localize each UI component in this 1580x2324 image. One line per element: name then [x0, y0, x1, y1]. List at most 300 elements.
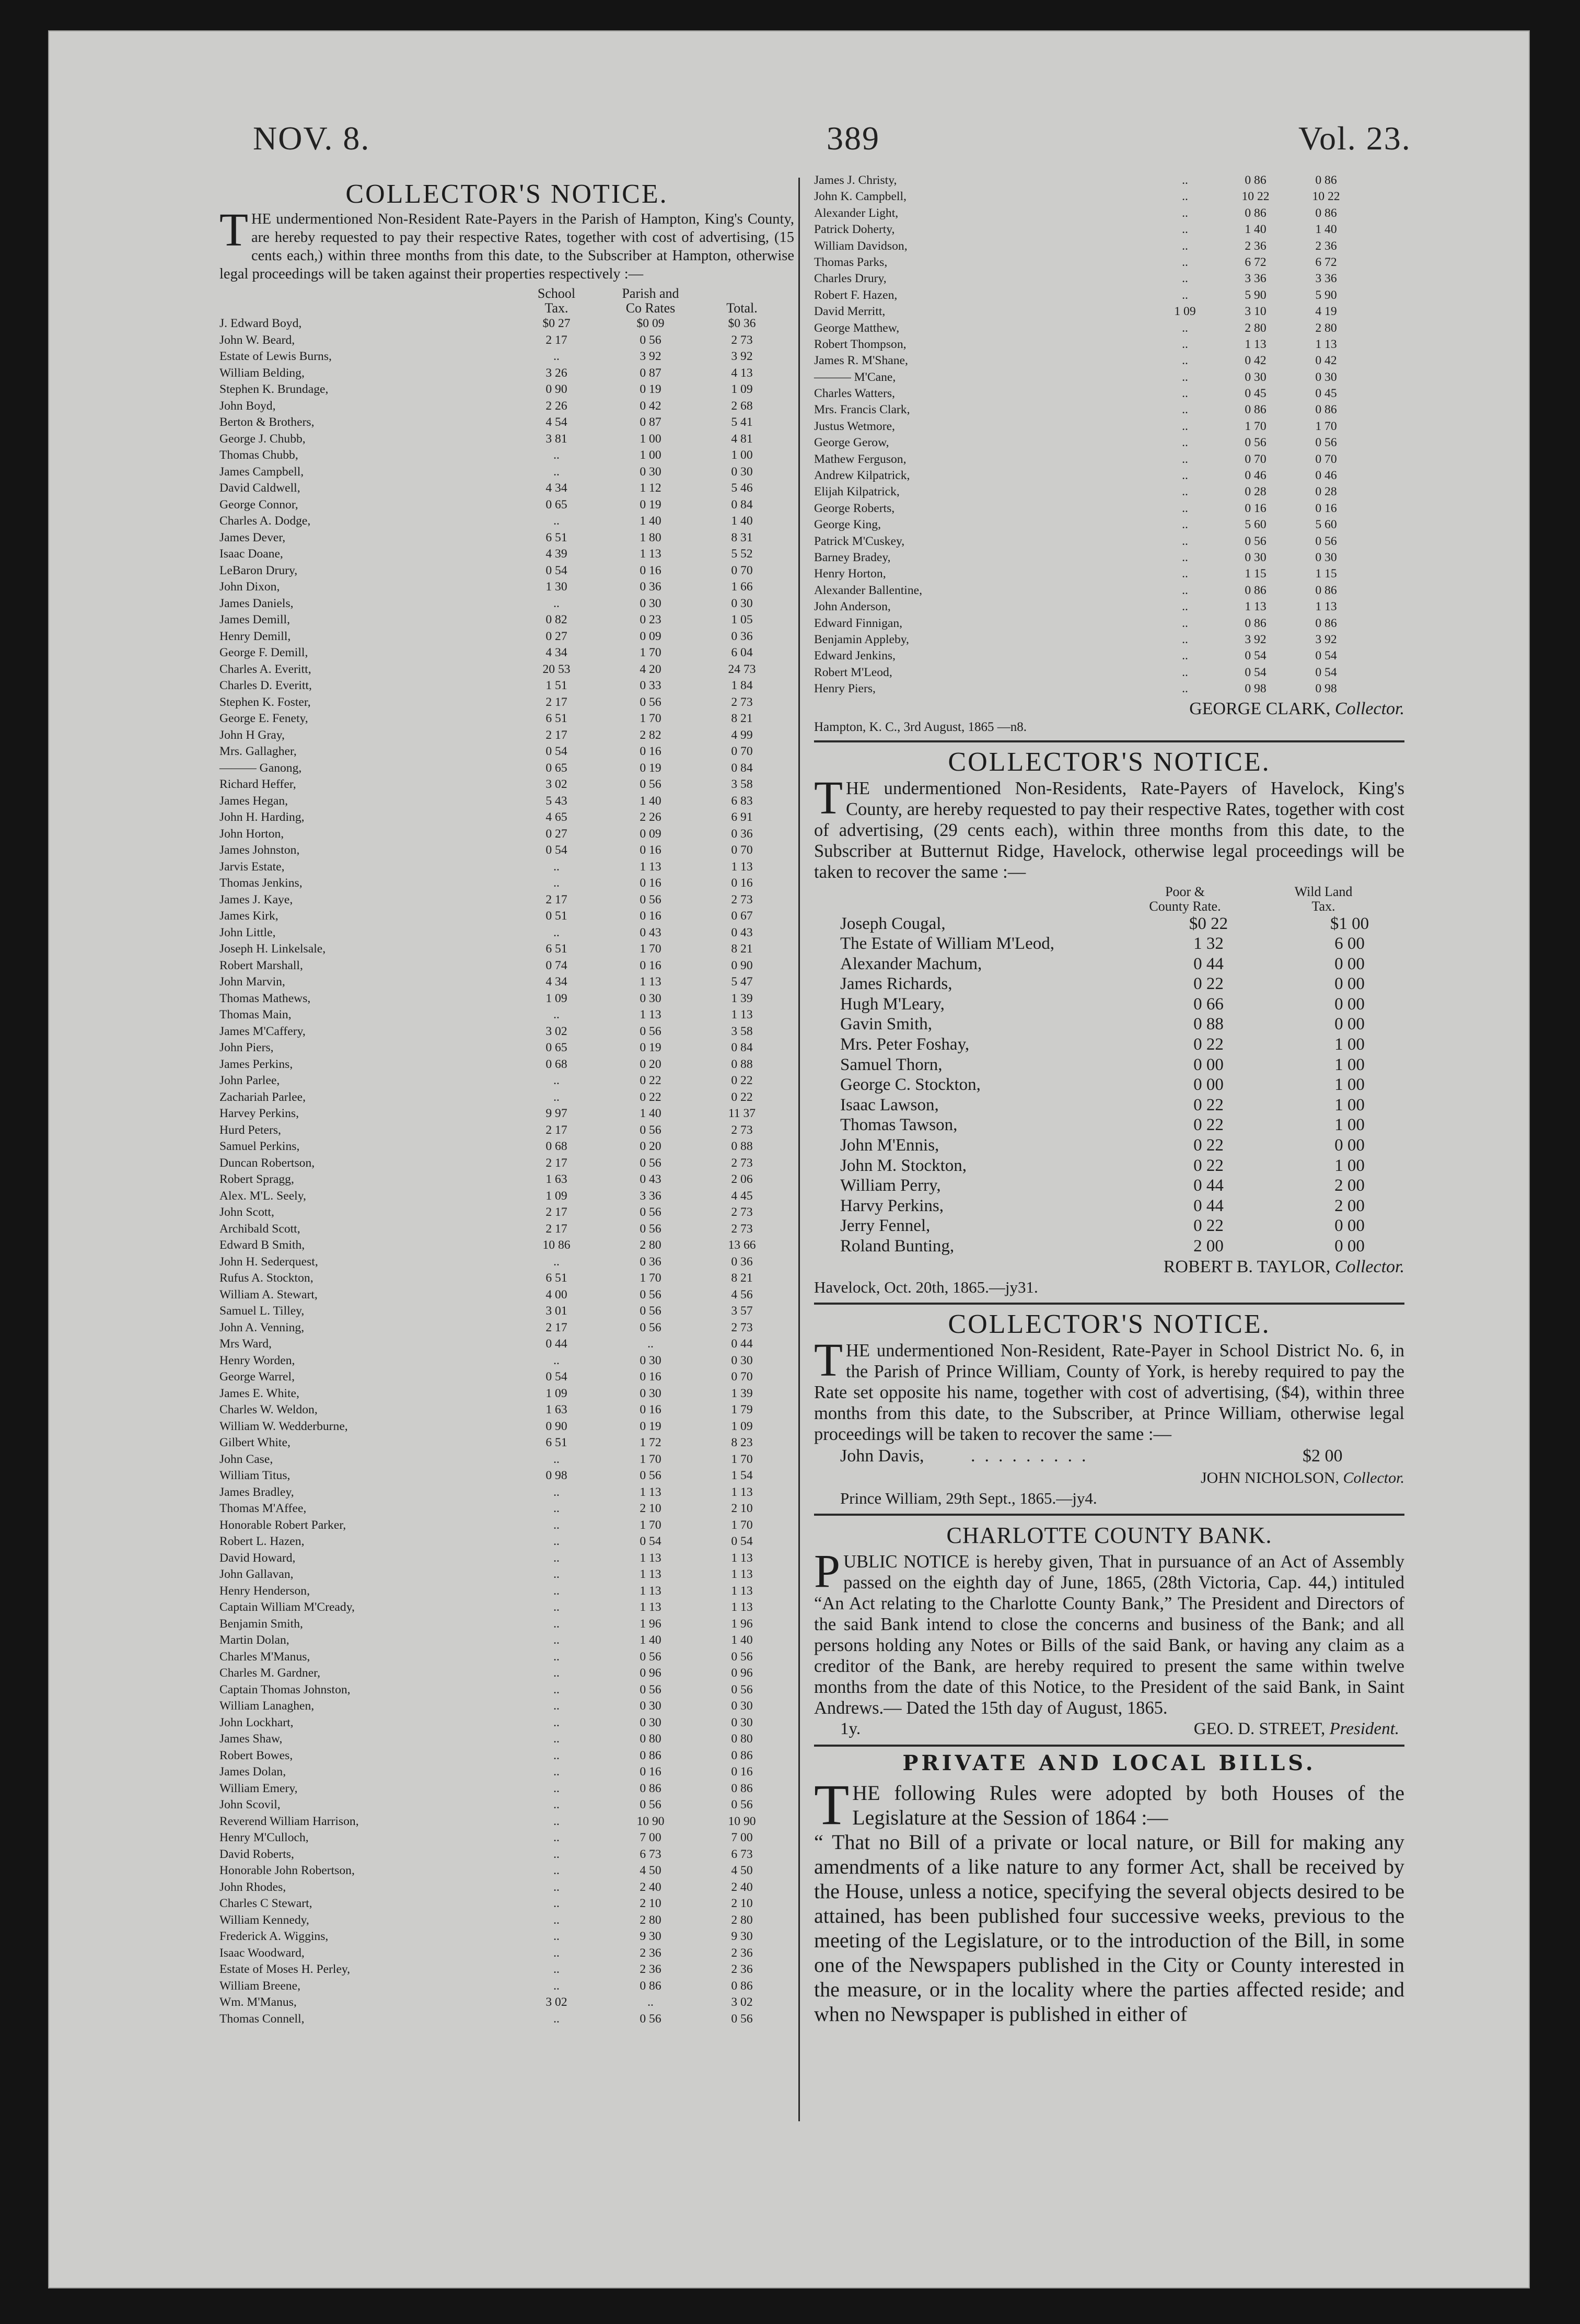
table-row — [814, 665, 1404, 681]
amount-cell: 2 73 — [731, 333, 753, 347]
table-row — [814, 468, 1404, 484]
table-row — [219, 1715, 794, 1732]
amount-cell: 1 80 — [640, 530, 661, 544]
table-row — [219, 447, 794, 464]
ratepayer-name: James Johnston, — [219, 843, 300, 857]
table-row — [219, 1270, 794, 1287]
ratepayer-name: Samuel Thorn, — [840, 1055, 943, 1074]
amount-cell: 8 23 — [731, 1436, 753, 1449]
amount-cell: 1 12 — [640, 481, 661, 495]
amount-cell: 0 30 — [731, 1715, 753, 1729]
table-row — [219, 1863, 794, 1879]
leader-dots: .. — [1182, 469, 1188, 483]
amount-cell: 2 17 — [545, 333, 567, 347]
amount-cell: 0 56 — [731, 1649, 753, 1664]
amount-cell: 0 56 — [640, 892, 661, 907]
amount-cell: 2 17 — [545, 1123, 567, 1137]
table-row — [219, 513, 794, 530]
col-parish-rates: Parish and Co Rates — [622, 286, 679, 316]
ratepayer-name: William W. Wedderburne, — [219, 1419, 348, 1433]
table-row — [840, 1135, 1404, 1156]
leader-dots: .. — [1182, 370, 1188, 384]
table-row — [814, 632, 1404, 648]
ratepayer-name: John W. Beard, — [219, 333, 295, 347]
table-row — [219, 1797, 794, 1814]
amount-cell: 1 09 — [545, 1386, 567, 1400]
amount-cell: 2 36 — [731, 1962, 753, 1976]
amount-cell: 4 50 — [640, 1864, 661, 1877]
table-row — [840, 1035, 1404, 1055]
amount-cell: 0 87 — [640, 415, 661, 429]
table-row — [219, 793, 794, 810]
leader-dots: .. — [1182, 665, 1188, 679]
amount-cell: 1 13 — [731, 1551, 753, 1565]
ratepayer-name: John Horton, — [219, 827, 284, 841]
amount-cell: 7 00 — [731, 1831, 753, 1844]
amount-cell: 8 21 — [731, 942, 753, 956]
amount-cell: 0 00 — [1334, 1237, 1365, 1256]
ratepayer-name: Andrew Kilpatrick, — [814, 469, 910, 483]
ratepayer-name: Mrs. Peter Foshay, — [840, 1035, 970, 1054]
amount-cell: 0 16 — [1315, 501, 1337, 515]
amount-cell: .. — [553, 925, 560, 939]
amount-cell: 6 72 — [1315, 255, 1337, 269]
amount-cell: 3 36 — [640, 1189, 661, 1203]
amount-cell: 1 05 — [731, 613, 753, 626]
leader-dots: .. — [1182, 272, 1188, 286]
amount-cell: 0 90 — [545, 1419, 567, 1433]
amount-cell: 1 13 — [731, 859, 753, 874]
havelock-dateline: Havelock, Oct. 20th, 1865.—jy31. — [814, 1277, 1038, 1296]
table-row — [219, 1517, 794, 1534]
table-row — [840, 1055, 1404, 1075]
ratepayer-name: George Matthew, — [814, 321, 900, 335]
notice-intro — [219, 204, 794, 283]
table-row — [219, 743, 794, 760]
entry-name: John Davis, — [840, 1446, 924, 1466]
ratepayer-name: Harvy Perkins, — [840, 1196, 944, 1215]
amount-cell: 0 44 — [1193, 954, 1224, 973]
bank-signature — [814, 1718, 1404, 1739]
amount-cell: 0 56 — [640, 1798, 661, 1811]
amount-cell: 1 13 — [731, 1600, 753, 1614]
amount-cell: 1 13 — [1245, 600, 1267, 614]
amount-cell: 0 98 — [1315, 682, 1337, 696]
amount-cell: 10 90 — [636, 1814, 665, 1828]
ratepayer-name: Hurd Peters, — [219, 1123, 281, 1137]
amount-cell: 6 51 — [545, 942, 567, 956]
ratepayer-name: Alexander Ballentine, — [814, 583, 923, 597]
amount-cell: .. — [553, 1831, 560, 1844]
table-row — [219, 1073, 794, 1089]
amount-cell: 6 91 — [731, 810, 753, 824]
ratepayer-name: John Lockhart, — [219, 1715, 294, 1729]
table-row — [219, 1484, 794, 1501]
ratepayer-name: Mrs. Francis Clark, — [814, 403, 910, 417]
leader-dots: .. — [1182, 206, 1188, 220]
drop-cap: T — [219, 204, 248, 256]
col-wild-land-tax: Wild Land Tax. — [1294, 884, 1353, 914]
amount-cell: .. — [553, 1930, 560, 1943]
amount-cell: 2 17 — [545, 728, 567, 742]
amount-cell: 0 68 — [545, 1057, 567, 1071]
entry-amount: $2 00 — [1303, 1446, 1343, 1466]
amount-cell: 4 20 — [640, 662, 661, 676]
leader-dots: .. — [1182, 452, 1188, 466]
amount-cell: .. — [553, 1649, 560, 1664]
ratepayer-name: Thomas Tawson, — [840, 1115, 958, 1135]
signature-role: Collector. — [1334, 1257, 1404, 1276]
amount-cell: 2 80 — [731, 1913, 753, 1927]
amount-cell: 0 54 — [545, 1370, 567, 1384]
amount-cell: 5 60 — [1245, 518, 1267, 532]
leader-dots: .. — [1182, 600, 1188, 614]
amount-cell: 2 73 — [731, 695, 753, 709]
amount-cell: .. — [553, 1074, 560, 1087]
amount-cell: .. — [553, 1584, 560, 1598]
ratepayer-name: Edward Jenkins, — [814, 649, 896, 663]
ratepayer-name: Patrick Doherty, — [814, 223, 895, 237]
amount-cell: 3 58 — [731, 1024, 753, 1038]
ratepayer-name: Berton & Brothers, — [219, 415, 315, 429]
table-row — [219, 826, 794, 843]
amount-cell: 1 40 — [640, 794, 661, 808]
leader-dots: ......... — [971, 1446, 1096, 1466]
amount-cell: .. — [553, 464, 560, 479]
amount-cell: 0 42 — [1315, 354, 1337, 368]
amount-cell: 6 83 — [731, 794, 753, 808]
amount-cell: 0 22 — [731, 1074, 753, 1087]
table-row — [814, 238, 1404, 254]
amount-cell: 0 70 — [1315, 452, 1337, 466]
amount-cell: 0 30 — [1315, 370, 1337, 384]
amount-cell: .. — [553, 1452, 560, 1466]
amount-cell: 1 13 — [640, 1485, 661, 1499]
amount-cell: 5 46 — [731, 481, 753, 495]
amount-cell: 0 28 — [1315, 485, 1337, 499]
ratepayer-name: John M'Ennis, — [840, 1136, 939, 1155]
col-poor-county-rate: Poor & County Rate. — [1149, 884, 1221, 914]
drop-cap: P — [814, 1545, 841, 1597]
amount-cell: 0 84 — [731, 497, 753, 512]
amount-cell: 0 16 — [640, 876, 661, 890]
amount-cell: 0 22 — [1193, 1136, 1224, 1155]
ratepayer-name: Alexander Machum, — [840, 954, 982, 973]
ratepayer-name: Rufus A. Stockton, — [219, 1271, 313, 1285]
amount-cell: 0 88 — [1193, 1015, 1224, 1034]
amount-cell: 1 70 — [1245, 419, 1267, 433]
amount-cell: 0 98 — [1245, 682, 1267, 696]
ratepayer-name: The Estate of William M'Leod, — [840, 934, 1054, 954]
amount-cell: 0 22 — [640, 1090, 661, 1104]
ratepayer-name: Captain Thomas Johnston, — [219, 1682, 351, 1696]
table-row — [219, 892, 794, 909]
ratepayer-name: James M'Caffery, — [219, 1024, 306, 1038]
ratepayer-name: John Scovil, — [219, 1798, 281, 1811]
bills-intro-text: HE following Rules were adopted by both Houses of the Legislature at the Session of 1864 :— — [852, 1781, 1404, 1829]
amount-cell: 0 22 — [1193, 1035, 1224, 1054]
table-row — [814, 205, 1404, 222]
table-row — [814, 336, 1404, 353]
amount-cell: 10 86 — [542, 1238, 571, 1252]
ratepayer-name: Edward Finnigan, — [814, 616, 903, 630]
amount-cell: 2 40 — [640, 1880, 661, 1894]
amount-cell: 1 09 — [731, 382, 753, 396]
prince-william-signature — [814, 1468, 1404, 1489]
table-row — [219, 1106, 794, 1122]
amount-cell: 3 02 — [731, 1995, 753, 2009]
amount-cell: 2 80 — [640, 1238, 661, 1252]
table-row — [219, 1879, 794, 1896]
table-row — [219, 1303, 794, 1320]
table-row — [219, 1731, 794, 1748]
ratepayer-name: David Howard, — [219, 1551, 296, 1565]
amount-cell: 1 00 — [1334, 1095, 1365, 1114]
amount-cell: 0 56 — [1245, 436, 1267, 450]
amount-cell: 0 16 — [640, 1370, 661, 1384]
signature-name: GEO. D. STREET, — [1193, 1719, 1326, 1738]
amount-cell: .. — [553, 2012, 560, 2026]
ratepayer-name: Hugh M'Leary, — [840, 994, 945, 1014]
table-row — [840, 994, 1404, 1015]
amount-cell: 0 46 — [1315, 469, 1337, 483]
ratepayer-name: James R. M'Shane, — [814, 354, 908, 368]
col-school-tax: School Tax. — [537, 286, 576, 316]
amount-cell: 6 51 — [545, 530, 567, 544]
ratepayer-name: Robert Thompson, — [814, 337, 907, 351]
table-row — [814, 172, 1404, 189]
amount-cell: 2 80 — [1315, 321, 1337, 335]
table-row — [219, 1369, 794, 1386]
table-row — [219, 1830, 794, 1846]
amount-cell: 0 65 — [545, 497, 567, 512]
leader-dots: .. — [1182, 632, 1188, 646]
amount-cell: 8 21 — [731, 1271, 753, 1285]
amount-cell: .. — [553, 1814, 560, 1828]
ratepayer-name: John Scott, — [219, 1205, 274, 1219]
table-row — [840, 1075, 1404, 1095]
amount-cell: .. — [553, 350, 560, 363]
ratepayer-name: ——— Ganong, — [219, 761, 302, 775]
ratepayer-name: James Demill, — [219, 613, 290, 626]
amount-cell: 6 72 — [1245, 255, 1267, 269]
amount-cell: 0 27 — [545, 629, 567, 643]
amount-cell: .. — [553, 1699, 560, 1713]
amount-cell: 0 84 — [731, 1041, 753, 1054]
bank-term: 1y. — [840, 1719, 861, 1738]
notice-intro — [814, 1334, 1404, 1445]
amount-cell: 1 70 — [1315, 419, 1337, 433]
amount-cell: 0 44 — [545, 1337, 567, 1351]
amount-cell: 2 17 — [545, 1320, 567, 1334]
table-header — [219, 283, 794, 316]
ratepayer-name: George Connor, — [219, 497, 298, 512]
amount-cell: 1 13 — [1315, 337, 1337, 351]
ratepayer-name: Robert Spragg, — [219, 1172, 294, 1186]
amount-cell: .. — [647, 1995, 654, 2009]
amount-cell: 4 45 — [731, 1189, 753, 1203]
hampton-dateline: Hampton, K. C., 3rd August, 1865 —n8. — [814, 719, 1027, 734]
amount-cell: .. — [553, 1913, 560, 1927]
ratepayer-name: James Kirk, — [219, 909, 278, 923]
table-row — [219, 1781, 794, 1797]
ratepayer-name: George Warrel, — [219, 1370, 295, 1384]
signature-name: ROBERT B. TAYLOR, — [1163, 1257, 1331, 1276]
amount-cell: 2 10 — [640, 1897, 661, 1910]
amount-cell: 4 00 — [545, 1287, 567, 1302]
leader-dots: .. — [1182, 534, 1188, 548]
ratepayer-name: David Roberts, — [219, 1847, 294, 1861]
amount-cell: 0 16 — [731, 1765, 753, 1779]
ratepayer-name: Charles Drury, — [814, 272, 887, 286]
table-row — [219, 941, 794, 958]
table-row — [219, 1665, 794, 1682]
amount-cell: $0 22 — [1189, 914, 1228, 933]
amount-cell: 0 56 — [1315, 534, 1337, 548]
amount-cell: 3 92 — [640, 350, 661, 363]
amount-cell: 0 54 — [545, 843, 567, 857]
ratepayer-table-continued — [814, 172, 1404, 698]
amount-cell: 2 36 — [1245, 239, 1267, 253]
amount-cell: 0 86 — [1315, 206, 1337, 220]
amount-cell: 0 30 — [1245, 370, 1267, 384]
amount-cell: 0 42 — [1245, 354, 1267, 368]
amount-cell: 1 00 — [1334, 1055, 1365, 1074]
amount-cell: 2 80 — [640, 1913, 661, 1927]
amount-cell: 2 10 — [640, 1502, 661, 1515]
table-row — [219, 661, 794, 678]
amount-cell: 0 30 — [640, 464, 661, 479]
amount-cell: .. — [553, 1864, 560, 1877]
amount-cell: 1 79 — [731, 1403, 753, 1416]
amount-cell: 0 16 — [640, 843, 661, 857]
table-row — [814, 435, 1404, 451]
amount-cell: 1 13 — [640, 1584, 661, 1598]
amount-cell: 1 96 — [731, 1617, 753, 1631]
table-row — [219, 1566, 794, 1583]
amount-cell: .. — [553, 1535, 560, 1548]
ratepayer-name: Captain William M'Cready, — [219, 1600, 355, 1614]
divider — [814, 740, 1404, 742]
table-row — [814, 320, 1404, 336]
table-row — [814, 189, 1404, 205]
ratepayer-name: Charles W. Weldon, — [219, 1403, 318, 1416]
amount-cell: 4 34 — [545, 481, 567, 495]
ratepayer-name: James Bradley, — [219, 1485, 294, 1499]
amount-cell: 1 70 — [640, 646, 661, 659]
ratepayer-name: Honorable John Robertson, — [219, 1864, 355, 1877]
amount-cell: 7 00 — [640, 1831, 661, 1844]
amount-cell: 2 00 — [1193, 1237, 1224, 1256]
amount-cell: 0 22 — [1193, 974, 1224, 994]
bank-notice-text: UBLIC NOTICE is hereby given, That in pursuance of an Act of Assembly passed on the eighth day of June, 1865, (28th Victoria, Cap. 44,) intituled “An Act relating to the Charlotte County Bank,” The President and Directors of the said Bank intend to close the concerns and business of the Bank; and all persons holding any Notes or Bills of the said Bank, or having any claim as a creditor of the Bank, are hereby required to present the same within twelve months from the date of this Notice, to the President of the said Bank, in Saint Andrews.— Dated the 15th day of August, 1865. — [814, 1551, 1404, 1718]
ratepayer-name: John Marvin, — [219, 975, 285, 989]
table-row — [219, 925, 794, 942]
table-row — [814, 287, 1404, 304]
amount-cell: $0 36 — [728, 317, 756, 330]
ratepayer-name: Elijah Kilpatrick, — [814, 485, 900, 499]
amount-cell: 3 81 — [545, 432, 567, 446]
table-row — [840, 1095, 1404, 1115]
leader-dots: .. — [1182, 255, 1188, 269]
amount-cell: 2 26 — [545, 399, 567, 413]
amount-cell: $0 27 — [542, 317, 571, 330]
column-divider — [798, 178, 800, 2121]
table-row — [814, 566, 1404, 582]
table-row — [219, 1451, 794, 1468]
amount-cell: 0 56 — [640, 1320, 661, 1334]
table-row — [219, 1583, 794, 1600]
ratepayer-name: Joseph H. Linkelsale, — [219, 942, 326, 956]
table-row — [219, 1386, 794, 1402]
amount-cell: 3 10 — [1245, 305, 1267, 319]
table-row — [814, 222, 1404, 238]
table-row — [219, 365, 794, 382]
amount-cell: 1 40 — [640, 1633, 661, 1647]
amount-cell: 0 16 — [640, 909, 661, 923]
amount-cell: 1 40 — [1315, 223, 1337, 237]
amount-cell: 0 70 — [731, 1370, 753, 1384]
amount-cell: 0 36 — [731, 827, 753, 841]
amount-cell: .. — [553, 1765, 560, 1779]
amount-cell: .. — [553, 1962, 560, 1976]
ratepayer-name: Robert Bowes, — [219, 1748, 293, 1762]
amount-cell: 1 70 — [640, 1271, 661, 1285]
table-row — [219, 414, 794, 431]
ratepayer-name: Gavin Smith, — [840, 1015, 933, 1034]
amount-cell: 6 73 — [731, 1847, 753, 1861]
amount-cell: 0 84 — [731, 761, 753, 775]
ratepayer-name: Harvey Perkins, — [219, 1107, 299, 1120]
amount-cell: 1 40 — [640, 514, 661, 528]
ratepayer-name: William Titus, — [219, 1469, 291, 1482]
ratepayer-name: John H Gray, — [219, 728, 285, 742]
amount-cell: 0 56 — [640, 1649, 661, 1664]
amount-cell: 0 67 — [731, 909, 753, 923]
ratepayer-name: Stephen K. Foster, — [219, 695, 311, 709]
leader-dots: .. — [1182, 485, 1188, 499]
amount-cell: 1 15 — [1315, 567, 1337, 581]
amount-cell: 5 47 — [731, 975, 753, 989]
table-row — [219, 908, 794, 925]
amount-cell: 5 90 — [1315, 288, 1337, 302]
table-row — [219, 629, 794, 645]
bills-intro — [814, 1772, 1404, 1837]
ratepayer-name: Samuel L. Tilley, — [219, 1304, 305, 1318]
amount-cell: 1 72 — [640, 1436, 661, 1449]
table-row — [219, 859, 794, 876]
ratepayer-name: Archibald Scott, — [219, 1222, 300, 1236]
amount-cell: 6 51 — [545, 1271, 567, 1285]
table-row — [219, 760, 794, 777]
amount-cell: 0 86 — [1315, 173, 1337, 187]
table-row — [814, 517, 1404, 533]
table-row — [219, 678, 794, 694]
table-row — [814, 451, 1404, 468]
ratepayer-name: Gilbert White, — [219, 1436, 291, 1449]
amount-cell: 1 40 — [731, 514, 753, 528]
amount-cell: 0 30 — [640, 1715, 661, 1729]
table-row — [219, 1254, 794, 1271]
table-row — [219, 1846, 794, 1863]
table-row — [814, 599, 1404, 615]
table-row — [840, 1156, 1404, 1176]
amount-cell: .. — [553, 1946, 560, 1960]
amount-cell: 2 73 — [731, 1156, 753, 1170]
bills-body: “ That no Bill of a private or local nature, or Bill for making any amendments of a like nature to any former Act, shall be received by the House, unless a notice, specifying the several objects desired to be attained, has been published four successive weeks, previous to the meeting of the Legislature, or to the introduction of the Bill, in some one of the Newspapers published in the City or County interested in the measure, or in the locality where the parties affected reside; and when no Newspaper is published in either of — [814, 1830, 1404, 2026]
amount-cell: 0 16 — [640, 745, 661, 758]
amount-cell: 2 73 — [731, 892, 753, 907]
